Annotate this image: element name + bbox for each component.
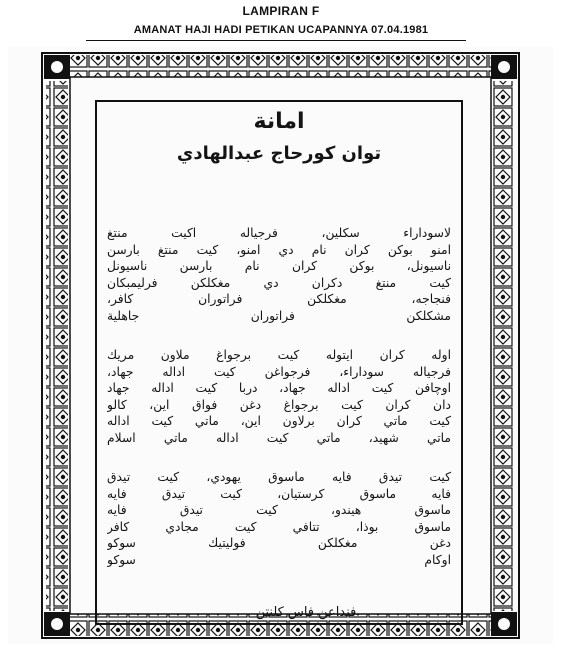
text-line: اوله كران ايتوله كيت برجواغ ملاون مريك — [107, 348, 451, 362]
text-line: ناسيونل، بوكن كران نام بارسن ناسيونل — [107, 259, 451, 273]
text-line: فرجياله سوداراء، فرجواغن كيت اداله جهاد، — [107, 364, 451, 379]
text-line: كيت منتغ دكران دي مغكلكن فرليمبكان — [107, 275, 451, 290]
text-line: فايه ماسوق كرستيان، كيت تيدق فايه — [107, 486, 451, 501]
document-subtitle: توان كورحاج عبدالهادي — [176, 143, 382, 164]
attachment-subtitle: AMANAT HAJI HADI PETIKAN UCAPANNYA 07.04.1981 — [133, 24, 429, 36]
text-line: اوكام سوكو — [107, 552, 451, 567]
signature-line: فنداعن فاس كلنتن — [255, 605, 357, 620]
paragraph-1 — [107, 225, 451, 324]
paragraph-2 — [107, 347, 451, 446]
subtitle-underline — [86, 40, 466, 41]
paragraph-3 — [107, 469, 451, 568]
text-line: دان كران كيت برجواغ دغن فواق اين، كالو — [107, 397, 451, 412]
text-line: مشكلكن فراتوران جاهلية — [107, 308, 451, 323]
attachment-title: LAMPIRAN F — [242, 4, 320, 18]
text-line: ماسوق بوذا، تتافي كيت مجادي كافر — [107, 519, 451, 534]
text-line: لاسوداراء سكلين، فرجياله اكيت منتغ — [107, 226, 451, 240]
jawi-text-block — [103, 107, 455, 619]
scanned-document — [8, 47, 553, 644]
text-line: ماسوق هيندو، كيت تيدق فايه — [107, 503, 451, 517]
text-line: اوچافن كيت اداله جهاد، دربا كيت اداله جهاد — [107, 381, 451, 395]
document-title: امانة — [253, 109, 305, 134]
text-line: ماتي شهيد، ماتي كيت اداله ماتي اسلام — [107, 430, 451, 445]
text-line: كيت تيدق فايه ماسوق يهودي، كيت تيدق — [107, 470, 451, 484]
text-line: دغن مغكلكن فوليتيك سوكو — [107, 536, 451, 550]
text-line: امنو بوكن كران نام دي امنو، كيت منتغ بارسن — [107, 242, 451, 257]
text-line: فنجاجه، مغكلكن فراتوران كافر، — [107, 292, 451, 306]
text-line: كيت ماتي كران برلاون اين، ماتي كيت اداله — [107, 414, 451, 428]
